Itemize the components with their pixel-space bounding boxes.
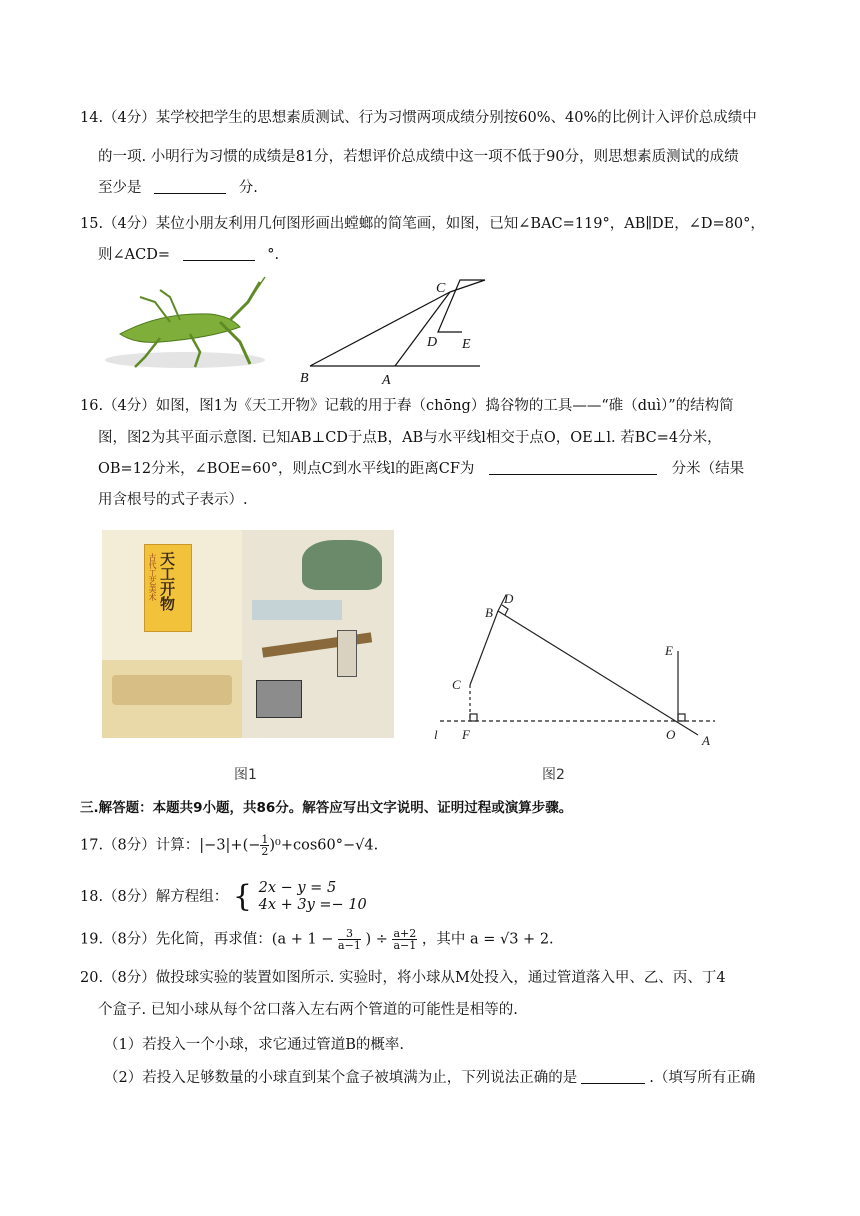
q15-line1: 15.（4分）某位小朋友利用几何图形画出螳螂的简笔画，如图，已知∠BAC=119°，AB∥DE，∠D=80°， (80, 216, 765, 232)
q18-text: 18.（8分）解方程组： (80, 889, 229, 905)
q15-label-a: A (382, 373, 391, 387)
book-subtitle: 古代工艺美术 (148, 553, 157, 601)
q15-text: 则∠ACD= (98, 247, 170, 263)
q20-sub2-text: （2）若投入足够数量的小球直到某个盒子被填满为止，下列说法正确的是 (104, 1070, 578, 1086)
q14-line1: 14.（4分）某学校把学生的思想素质测试、行为习惯两项成绩分别按60%、40%的比例计入评价总成绩中 (80, 110, 757, 126)
q15-text-end: °. (267, 247, 280, 263)
q20-sub1: （1）若投入一个小球，求它通过管道B的概率. (104, 1037, 404, 1053)
q19-text: 19.（8分）先化简，再求值：(a + 1 − (80, 931, 334, 948)
q18-line (80, 880, 367, 914)
fig2-label-o: O (666, 727, 676, 742)
q17-line (80, 834, 378, 857)
q19-line (80, 928, 554, 951)
q20-line1: 20.（8分）做投球实验的装置如图所示. 实验时，将小球从M处投入，通过管道落入甲、乙、丙、丁4 (80, 970, 726, 986)
q18-system (259, 880, 367, 914)
q16-line1: 16.（4分）如图，图1为《天工开物》记载的用于舂（chōng）捣谷物的工具——“碓（duì）”的结构简 (80, 398, 734, 414)
water-area (252, 600, 342, 620)
q19-f1-den: a−1 (338, 939, 361, 952)
q18-brace: { (232, 879, 252, 914)
section3-heading: 三.解答题：本题共9小题，共86分。解答应写出文字说明、证明过程或演算步骤。 (80, 800, 573, 816)
q15-label-d: D (427, 335, 438, 350)
q15-label-e: E (462, 337, 471, 352)
q15-line2 (98, 245, 279, 265)
fig2-label-e: E (665, 643, 673, 658)
q19-f1-num: 3 (338, 928, 361, 940)
q19-f2-num: a+2 (393, 927, 417, 940)
fig2-label-c: C (452, 677, 461, 692)
q14-answer-blank[interactable] (154, 179, 226, 194)
book-scene (112, 675, 232, 705)
mantis-photo (100, 272, 270, 372)
book-title: 天工开物 (158, 551, 176, 611)
q16-line4: 用含根号的式子表示）. (98, 492, 248, 508)
q14-text-end: 分. (238, 180, 258, 196)
fig1-caption: 图1 (234, 767, 257, 783)
q16-line2: 图，图2为其平面示意图. 已知AB⊥CD于点B，AB与水平线l相交于点O，OE⊥l. 若BC=4分米， (98, 430, 722, 446)
q20-sub2 (104, 1068, 755, 1088)
worker-figure (337, 630, 357, 677)
q16-answer-blank[interactable] (489, 460, 657, 475)
q15-label-b: B (300, 371, 309, 386)
tree-icon (302, 540, 382, 590)
fig2-label-b: B (485, 605, 493, 620)
q17-text-end: )⁰+cos60°−√4. (269, 837, 379, 854)
fig2-caption: 图2 (542, 767, 565, 783)
q18-eq1: 2x − y = 5 (258, 880, 337, 896)
q17-frac-num: 1 (261, 833, 269, 846)
q19-f2-den: a−1 (393, 939, 417, 952)
fig2-label-a: A (702, 733, 710, 748)
book-cover (102, 530, 242, 738)
q20-line2: 个盒子. 已知小球从每个岔口落入左右两个管道的可能性是相等的. (98, 1002, 518, 1018)
q19-fraction2 (392, 928, 417, 951)
q17-frac-den: 2 (261, 845, 269, 858)
book-title-box (144, 544, 192, 632)
q14-text: 至少是 (98, 180, 142, 196)
q15-answer-blank[interactable] (183, 246, 255, 261)
q20-sub2-text-end: .（填写所有正确 (649, 1070, 756, 1086)
q16-line3 (98, 459, 744, 479)
fig2-label-f: F (462, 727, 470, 742)
q16-text-end: 分米（结果 (671, 461, 745, 477)
fig1-image (102, 530, 394, 738)
q15-label-c: C (436, 281, 446, 296)
fig2-label-l: l (434, 727, 438, 742)
q15-figure (290, 272, 500, 387)
q19-text-end: ，其中 a = √3 + 2. (421, 931, 554, 948)
q17-text: 17.（8分）计算：|−3|+(− (80, 837, 261, 854)
q19-fraction1 (338, 928, 361, 951)
q20-answer-blank[interactable] (581, 1069, 645, 1084)
q16-text: OB=12分米，∠BOE=60°，则点C到水平线l的距离CF为 (98, 461, 475, 477)
q18-eq2: 4x + 3y =− 10 (258, 897, 367, 913)
q14-line2: 的一项. 小明行为习惯的成绩是81分，若想评价总成绩中这一项不低于90分，则思想素质测试的成绩 (98, 149, 739, 165)
mortar-icon (256, 680, 302, 718)
fig2-label-d: D (504, 591, 514, 606)
fig2-diagram (430, 585, 720, 755)
q19-text-mid: ) ÷ (365, 931, 388, 948)
q14-line3 (98, 178, 258, 198)
illustration-panel (242, 530, 394, 738)
